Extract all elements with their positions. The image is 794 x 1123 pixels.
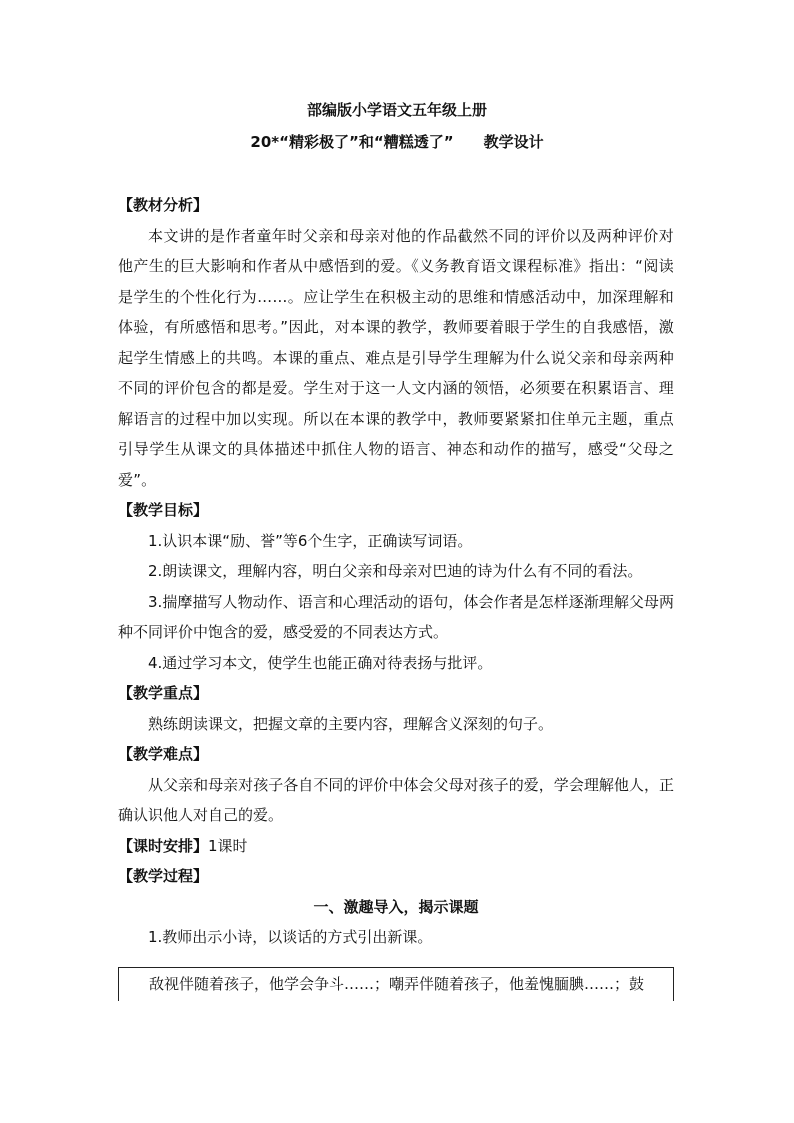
lesson-title: 20*“精彩极了”和“糟糕透了” 教学设计 [250, 133, 544, 151]
analysis-paragraph: 本文讲的是作者童年时父亲和母亲对他的作品截然不同的评价以及两种评价对他产生的巨大影响和作者从中感悟到的爱。《义务教育语文课程标准》指出：“阅读是学生的个性化行为……。应让学生在积极主动的思维和情感活动中，加深理解和体验，有所感悟和思考。”因此，对本课的教学，教师要着眼于学生的自我感悟，激起学生情感上的共鸣。本课的重点、难点是引导学生理解为什么说父亲和母亲两种不同的评价包含的都是爱。学生对于这一人文内涵的领悟，必须要在积累语言、理解语言的过程中加以实现。所以在本课的教学中，教师要紧紧扣住单元主题，重点引导学生从课文的具体描述中抓住人物的语言、神态和动作的描写，感受“父母之爱”。 [118, 226, 674, 489]
goal-item: 4.通过学习本文，使学生也能正确对待表扬与批评。 [148, 653, 493, 672]
key-heading: 【教学重点】 [118, 684, 209, 702]
process-item: 1.教师出示小诗，以谈话的方式引出新课。 [148, 928, 433, 946]
document-body [118, 190, 674, 953]
goal-item: 1.认识本课“励、誉”等6个生字，正确读写词语。 [148, 531, 473, 550]
document-title: 部编版小学语文五年级上册 [306, 101, 487, 119]
analysis-heading: 【教材分析】 [118, 196, 209, 214]
goals-heading: 【教学目标】 [118, 501, 209, 519]
process-section-title: 一、激趣导入，揭示课题 [313, 897, 479, 916]
poem-line: 敌视伴随着孩子，他学会争斗……；嘲弄伴随着孩子，他羞愧腼腆……；鼓 [149, 975, 645, 993]
difficulty-heading: 【教学难点】 [118, 745, 209, 763]
goal-item: 2.朗读课文，理解内容，明白父亲和母亲对巴迪的诗为什么有不同的看法。 [148, 562, 643, 580]
process-heading: 【教学过程】 [118, 867, 209, 885]
poem-box [118, 967, 674, 1001]
key-paragraph: 熟练朗读课文，把握文章的主要内容，理解含义深刻的句子。 [148, 714, 554, 733]
schedule-value: 1课时 [208, 836, 248, 855]
difficulty-paragraph: 从父亲和母亲对孩子各自不同的评价中体会父母对孩子的爱，学会理解他人，正确认识他人对自己的爱。 [118, 775, 674, 824]
schedule-heading: 【课时安排】 [118, 836, 209, 855]
goal-item: 3.揣摩描写人物动作、语言和心理活动的语句，体会作者是怎样逐渐理解父母两种不同评价中饱含的爱，感受爱的不同表达方式。 [118, 592, 674, 641]
schedule-row [118, 831, 674, 862]
